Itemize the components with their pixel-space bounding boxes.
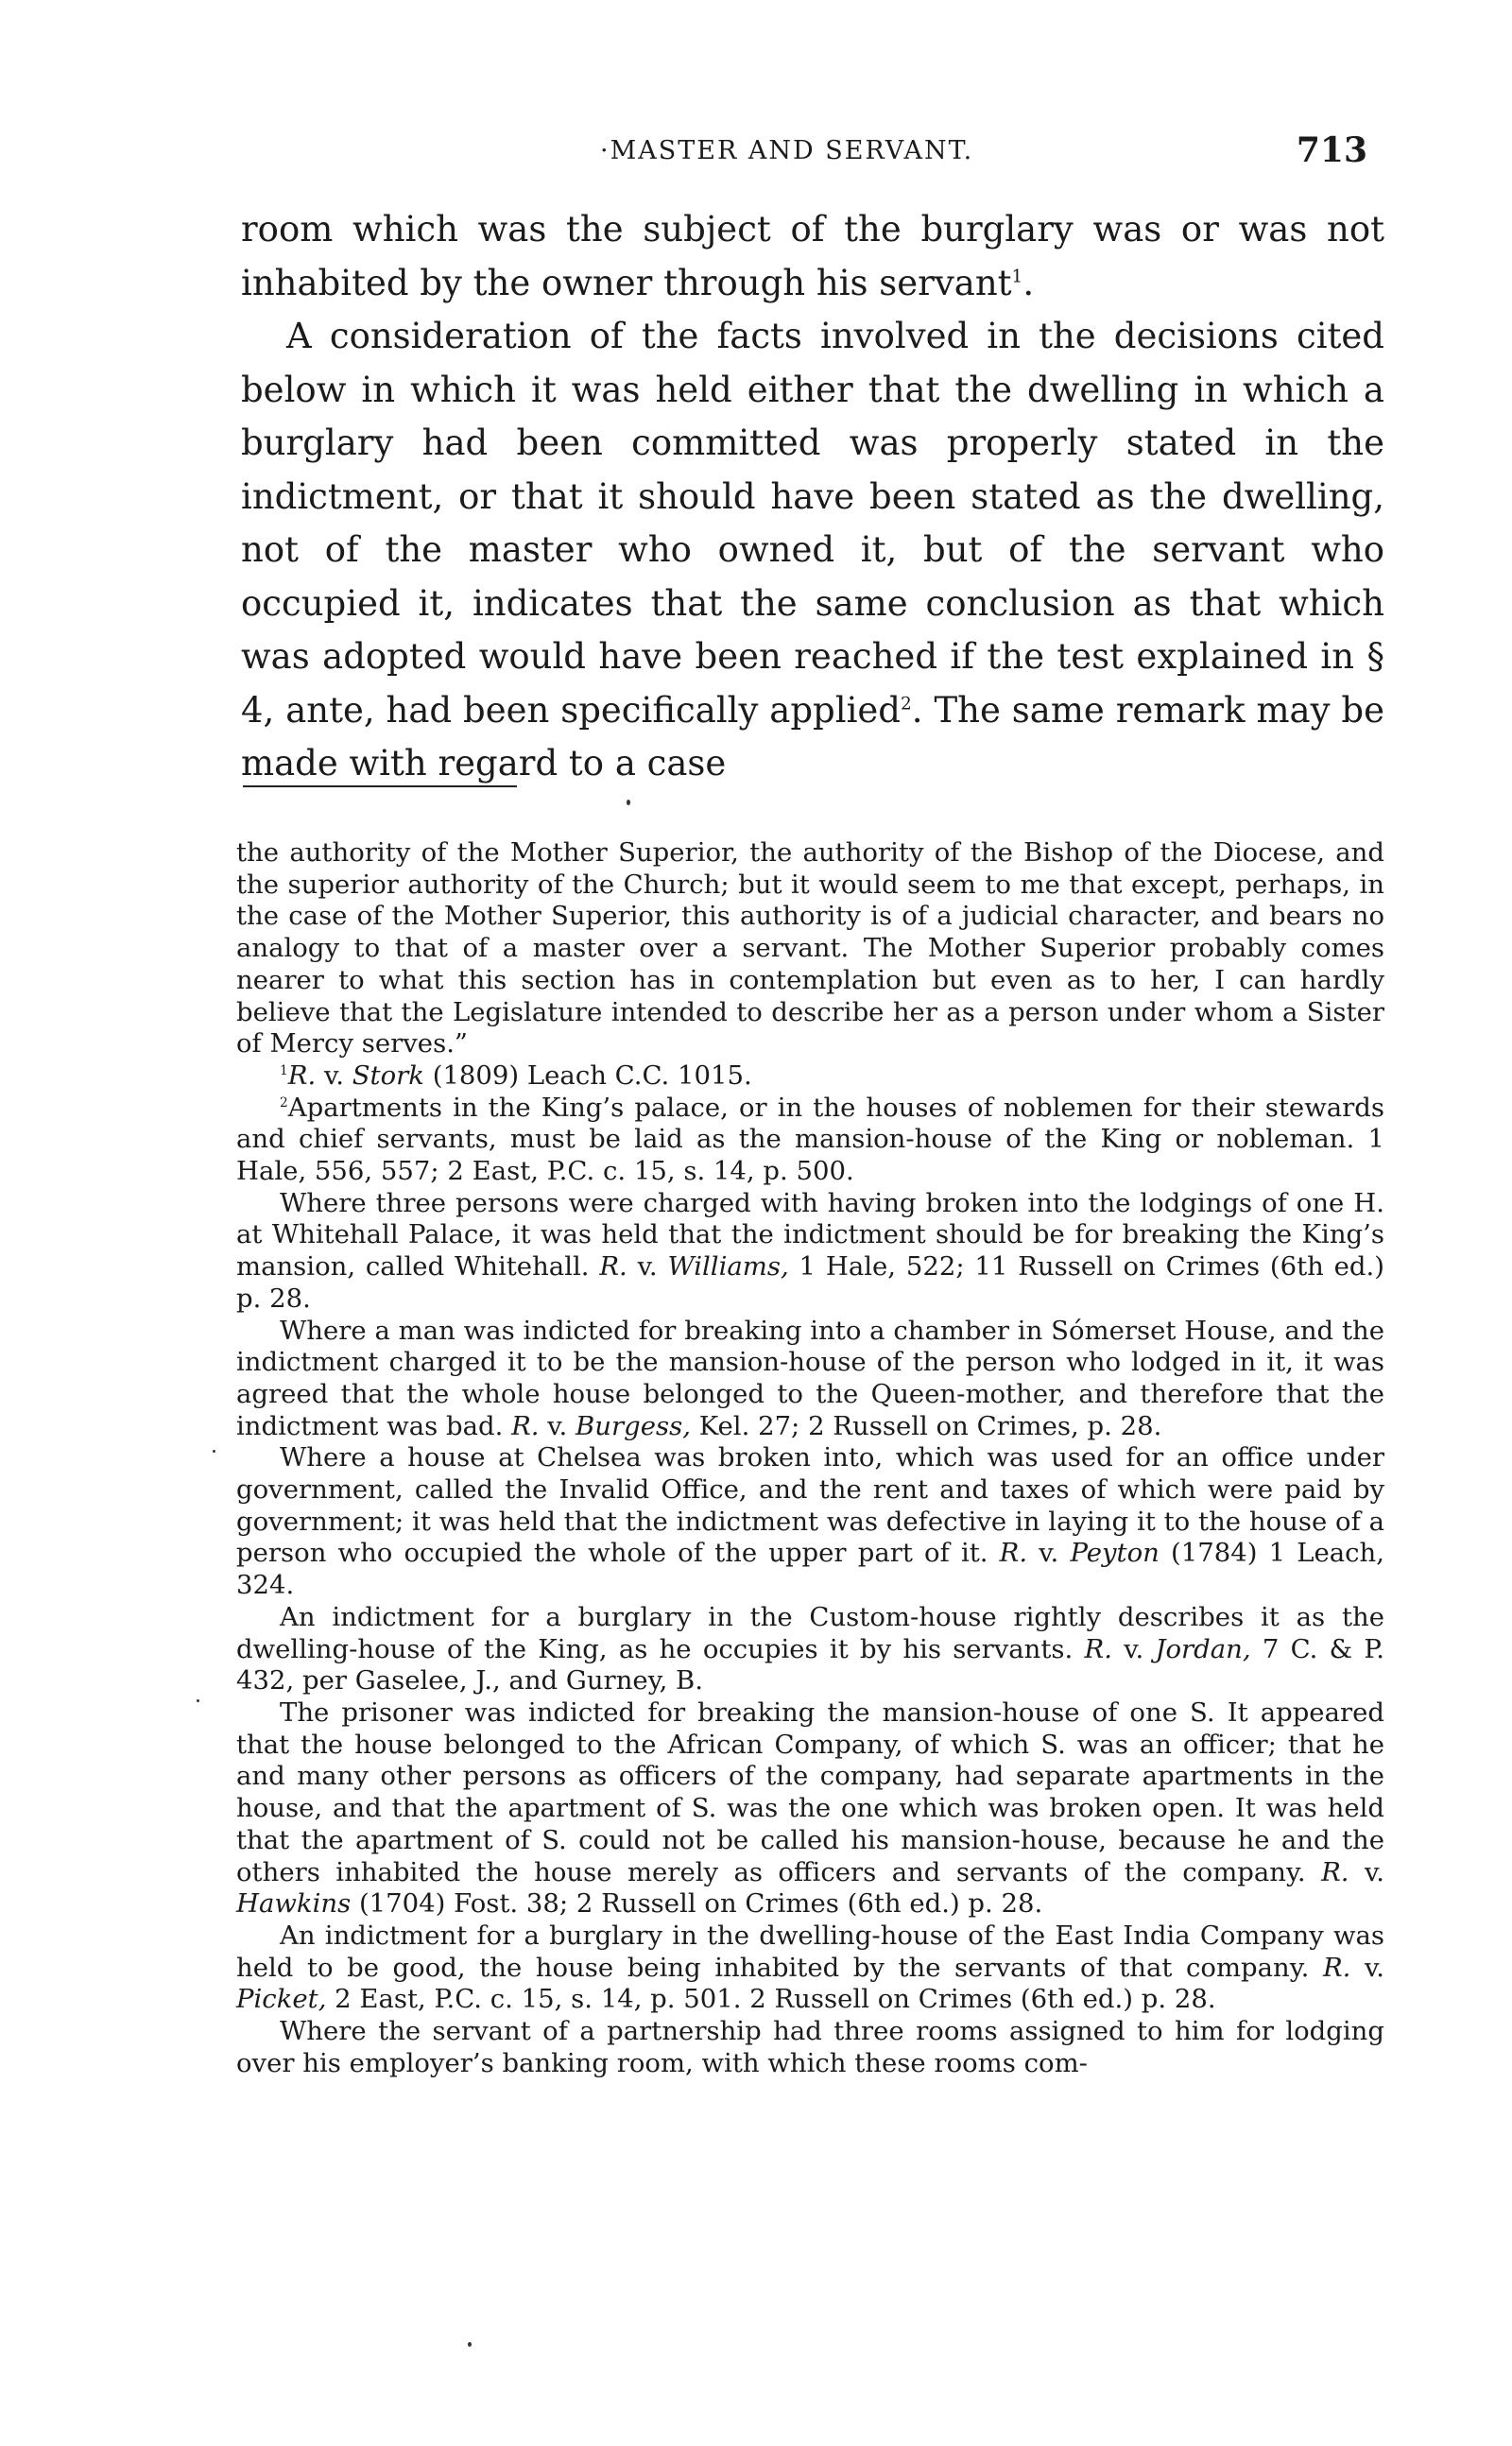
case-name: R. [1322, 1952, 1351, 1983]
footnote-text: (1704) Fost. 38; 2 Russell on Crimes (6th ed.) p. 28. [351, 1888, 1043, 1920]
footnote-text: 7 C. & P. 432, per Gaselee, J., and Gurney, B. [236, 1633, 1385, 1697]
footnote-divider [243, 785, 517, 787]
footnotes [236, 837, 1384, 2079]
footnote-text: (1809) Leach C.C. 1015. [423, 1059, 752, 1091]
case-name: Hawkins [236, 1888, 352, 1920]
paragraph-text: . The same remark may be made with regard to a case [241, 689, 1384, 784]
paragraph-text: A consideration of the facts involved in the decisions cited below in which it was held either that the dwelling in which a burglary had been committed was properly stated in the indictment, or that it should have been stated as the dwelling, not of the master who owned it, but of the servant who occupied it, indicates that the same conclusion as that which was adopted would have been reached if the test explained in § 4, ante, had been specifically applied [241, 316, 1384, 731]
footnote-text: v. [627, 1251, 668, 1283]
footnote-text: Kel. 27; 2 Russell on Crimes, p. 28. [690, 1410, 1162, 1441]
paragraph-text: . [1022, 262, 1035, 303]
footnote-2 [236, 1093, 1384, 1188]
footnote-paragraph [236, 1188, 1384, 1316]
footnote-text: Where a man was indicted for breaking into a chamber in Sómerset House, and the indictment charged it to be the mansion-house of the person who lodged in it, it was agreed that the whole house belonged to the Queen-mother, and therefore that the indictment was bad. [236, 1315, 1384, 1441]
page-header [241, 130, 1375, 178]
footnote-ref: 1 [1011, 267, 1023, 287]
case-name: Picket, [236, 1984, 327, 2015]
case-name: R. [599, 1251, 627, 1283]
footnote-continuation: the authority of the Mother Superior, the authority of the Bishop of the Diocese, and the superior authority of the Church; but it would seem to me that except, perhaps, in the case of the Mother Superior, this authority is of a judicial character, and bears no analogy to that of a master over a servant. The Mother Superior probably comes nearer to what this section has in contemplation but even as to her, I can hardly believe that the Legislature intended to describe her as a person under whom a Sister of Mercy serves.” [236, 837, 1384, 1059]
case-name: Williams, [667, 1251, 789, 1283]
case-name: R. [1321, 1856, 1349, 1887]
footnote-text: 1 Hale, 522; 11 Russell on Crimes (6th ed.) p. 28. [236, 1251, 1385, 1314]
footnote-text: An indictment for a burglary in the dwelling-house of the East India Company was held to be good, the house being inhabited by the servants of that company. [236, 1920, 1384, 1983]
footnote-text: v. [1349, 1856, 1384, 1887]
footnote-text: v. [539, 1410, 576, 1441]
footnote-text: The prisoner was indicted for breaking the mansion-house of one S. It appeared that the house belonged to the African Company, of which S. was an officer; that he and many other persons as officers of the company, had separate apartments in the house, and that the apartment of S. was the one which was broken open. It was held that the apartment of S. could not be called his mansion-house, because he and the others inhabited the house merely as officers and servants of the company. [236, 1697, 1384, 1887]
case-name: R. [511, 1410, 540, 1441]
footnote-paragraph [236, 1921, 1384, 2016]
footnote-text: Where a house at Chelsea was broken into, which was used for an office under government, called the Invalid Office, and the rent and taxes of which were paid by government; it was held that the indictment was defective in laying it to the house of a person who occupied the whole of the upper part of it. [236, 1442, 1384, 1569]
case-name: R. [287, 1059, 317, 1091]
footnote-text: v. [316, 1059, 352, 1091]
footnote-text: Apartments in the King’s palace, or in the houses of noblemen for their stewards and chief servants, must be laid as the mansion-house of the King or nobleman. 1 Hale, 556, 557; 2 East, P.C. c. 15, s. 14, p. 500. [236, 1092, 1384, 1187]
footnote-text: (1784) 1 Leach, 324. [236, 1538, 1384, 1601]
case-name: R. [999, 1538, 1028, 1569]
footnote-paragraph [236, 1697, 1384, 1921]
case-name: R. [1084, 1633, 1112, 1664]
footnote-text: Where three persons were charged with having broken into the lodgings of one H. at Whitehall Palace, it was held that the indictment should be for breaking the King’s mansion, called Whitehall. [236, 1187, 1384, 1283]
footnote-text: v. [1027, 1538, 1071, 1569]
case-name: Jordan, [1155, 1633, 1251, 1664]
case-name: Peyton [1070, 1538, 1160, 1569]
ink-speck [468, 2342, 472, 2347]
footnote-text: 2 East, P.C. c. 15, s. 14, p. 501. 2 Russell on Crimes (6th ed.) p. 28. [326, 1984, 1216, 2015]
footnote-ref: 2 [901, 694, 912, 715]
footnote-text: An indictment for a burglary in the Custom-house rightly describes it as the dwelling-house of the King, as he occupies it by his servants. [236, 1601, 1384, 1664]
footnote-paragraph: Where the servant of a partnership had three rooms assigned to him for lodging over his employer’s banking room, with which these rooms com- [236, 2016, 1384, 2078]
page-number: 713 [1296, 130, 1367, 170]
footnote-text: v. [1111, 1633, 1156, 1664]
footnote-1 [236, 1060, 1384, 1093]
footnote-paragraph [236, 1316, 1384, 1443]
footnote-text: v. [1350, 1952, 1384, 1983]
footnote-mark: 2 [280, 1094, 288, 1111]
main-text [241, 203, 1384, 791]
footnote-paragraph [236, 1442, 1384, 1602]
paragraph [241, 310, 1384, 791]
case-name: Burgess, [576, 1410, 691, 1441]
case-name: Stork [352, 1059, 424, 1091]
ink-speck [627, 800, 630, 805]
ink-speck [213, 1450, 215, 1453]
footnote-paragraph [236, 1602, 1384, 1697]
paragraph-text: room which was the subject of the burglary was or was not inhabited by the owner through his servant [241, 209, 1384, 303]
paragraph [241, 203, 1384, 310]
running-head: ·MASTER AND SERVANT. [600, 136, 974, 165]
ink-speck [197, 1699, 199, 1702]
footnote-mark: 1 [280, 1062, 288, 1078]
